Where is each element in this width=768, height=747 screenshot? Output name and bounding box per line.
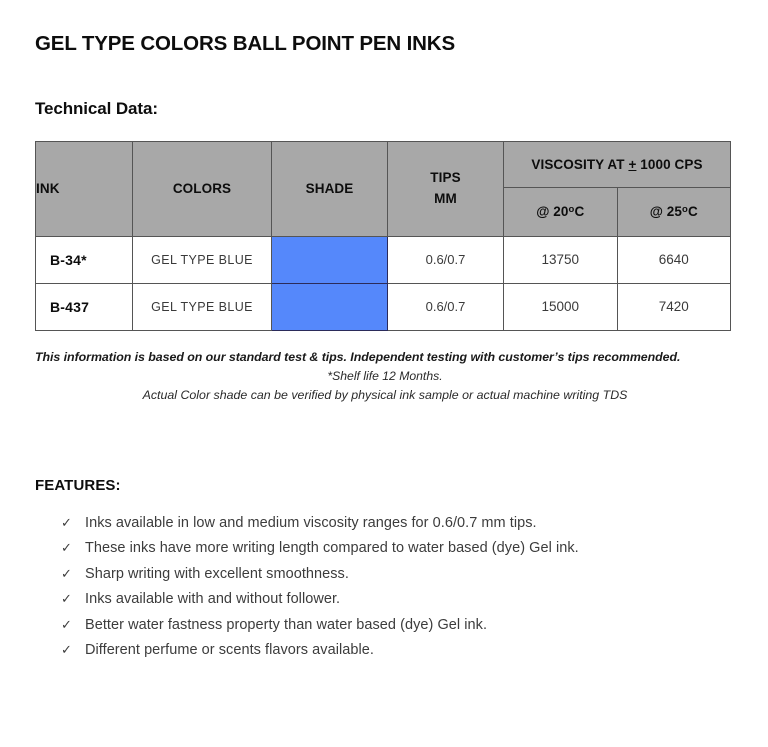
feature-text: These inks have more writing length compared to water based (dye) Gel ink. xyxy=(85,540,579,557)
column-header-colors: COLORS xyxy=(133,141,272,236)
page-title: GEL TYPE COLORS BALL POINT PEN INKS xyxy=(35,32,455,55)
column-header-ink: INK xyxy=(36,141,133,236)
column-header-tips-line1: TIPS xyxy=(430,169,461,185)
features-heading: FEATURES: xyxy=(35,476,121,494)
column-header-viscosity xyxy=(504,141,731,187)
table-body xyxy=(36,236,731,330)
check-icon: ✓ xyxy=(61,591,72,607)
footnote-shelf-life: *Shelf life 12 Months. xyxy=(327,368,443,383)
temp-25-at: @ 25 xyxy=(649,204,683,220)
check-icon: ✓ xyxy=(61,514,72,530)
column-header-tips-line2: MM xyxy=(434,190,457,206)
list-item xyxy=(61,618,733,644)
cell-ink: B-437 xyxy=(36,283,133,330)
cell-tips-mm: 0.6/0.7 xyxy=(388,236,504,283)
cell-viscosity-20c: 15000 xyxy=(504,283,618,330)
plus-minus-icon: + xyxy=(628,156,637,172)
check-icon: ✓ xyxy=(61,616,72,632)
list-item xyxy=(61,541,733,567)
cell-ink: B-34* xyxy=(36,236,133,283)
technical-data-table xyxy=(35,141,731,331)
feature-text: Sharp writing with excellent smoothness. xyxy=(85,565,349,582)
cell-viscosity-20c: 13750 xyxy=(504,236,618,283)
feature-text: Better water fastness property than water based (dye) Gel ink. xyxy=(85,616,488,633)
cell-shade xyxy=(272,283,388,330)
cell-colors: GEL TYPE BLUE xyxy=(133,236,272,283)
cell-tips-mm: 0.6/0.7 xyxy=(388,283,504,330)
column-header-temp-25c xyxy=(617,187,731,236)
cell-shade xyxy=(272,236,388,283)
features-list xyxy=(35,494,733,669)
cell-viscosity-25c: 6640 xyxy=(617,236,731,283)
shade-swatch xyxy=(272,237,387,283)
check-icon: ✓ xyxy=(61,565,72,581)
table-header-row-primary xyxy=(36,141,731,187)
degree-icon-20: o xyxy=(568,204,575,216)
table-row xyxy=(36,283,731,330)
feature-text: Different perfume or scents flavors available. xyxy=(85,642,374,659)
footnote-color-verification: Actual Color shade can be verified by physical ink sample or actual machine writing TDS xyxy=(142,387,628,402)
table-header xyxy=(36,141,731,236)
shade-swatch xyxy=(272,284,387,330)
cell-viscosity-25c: 7420 xyxy=(617,283,731,330)
feature-text: Inks available with and without follower. xyxy=(85,591,341,608)
list-item xyxy=(61,567,733,593)
feature-text: Inks available in low and medium viscosity ranges for 0.6/0.7 mm tips. xyxy=(85,514,537,531)
list-item xyxy=(61,643,733,669)
temp-20-at: @ 20 xyxy=(536,204,569,220)
footnotes xyxy=(35,348,735,405)
column-header-temp-20c xyxy=(504,187,618,236)
technical-data-table-container xyxy=(35,141,733,331)
check-icon: ✓ xyxy=(61,642,72,658)
technical-data-heading: Technical Data: xyxy=(35,98,158,118)
temp-20-unit: C xyxy=(574,204,585,220)
list-item xyxy=(61,516,733,542)
check-icon: ✓ xyxy=(61,540,72,556)
table-row xyxy=(36,236,731,283)
footnote-disclaimer: This information is based on our standard test & tips. Independent testing with customer’s tips recommended. xyxy=(35,349,681,364)
viscosity-label-suffix: 1000 CPS xyxy=(636,156,703,172)
cell-colors: GEL TYPE BLUE xyxy=(133,283,272,330)
column-header-shade: SHADE xyxy=(272,141,388,236)
list-item xyxy=(61,592,733,618)
column-header-tips-mm xyxy=(388,141,504,236)
degree-icon-25: o xyxy=(682,204,688,216)
temp-25-unit: C xyxy=(687,204,698,220)
viscosity-label-prefix: VISCOSITY AT xyxy=(531,156,629,172)
